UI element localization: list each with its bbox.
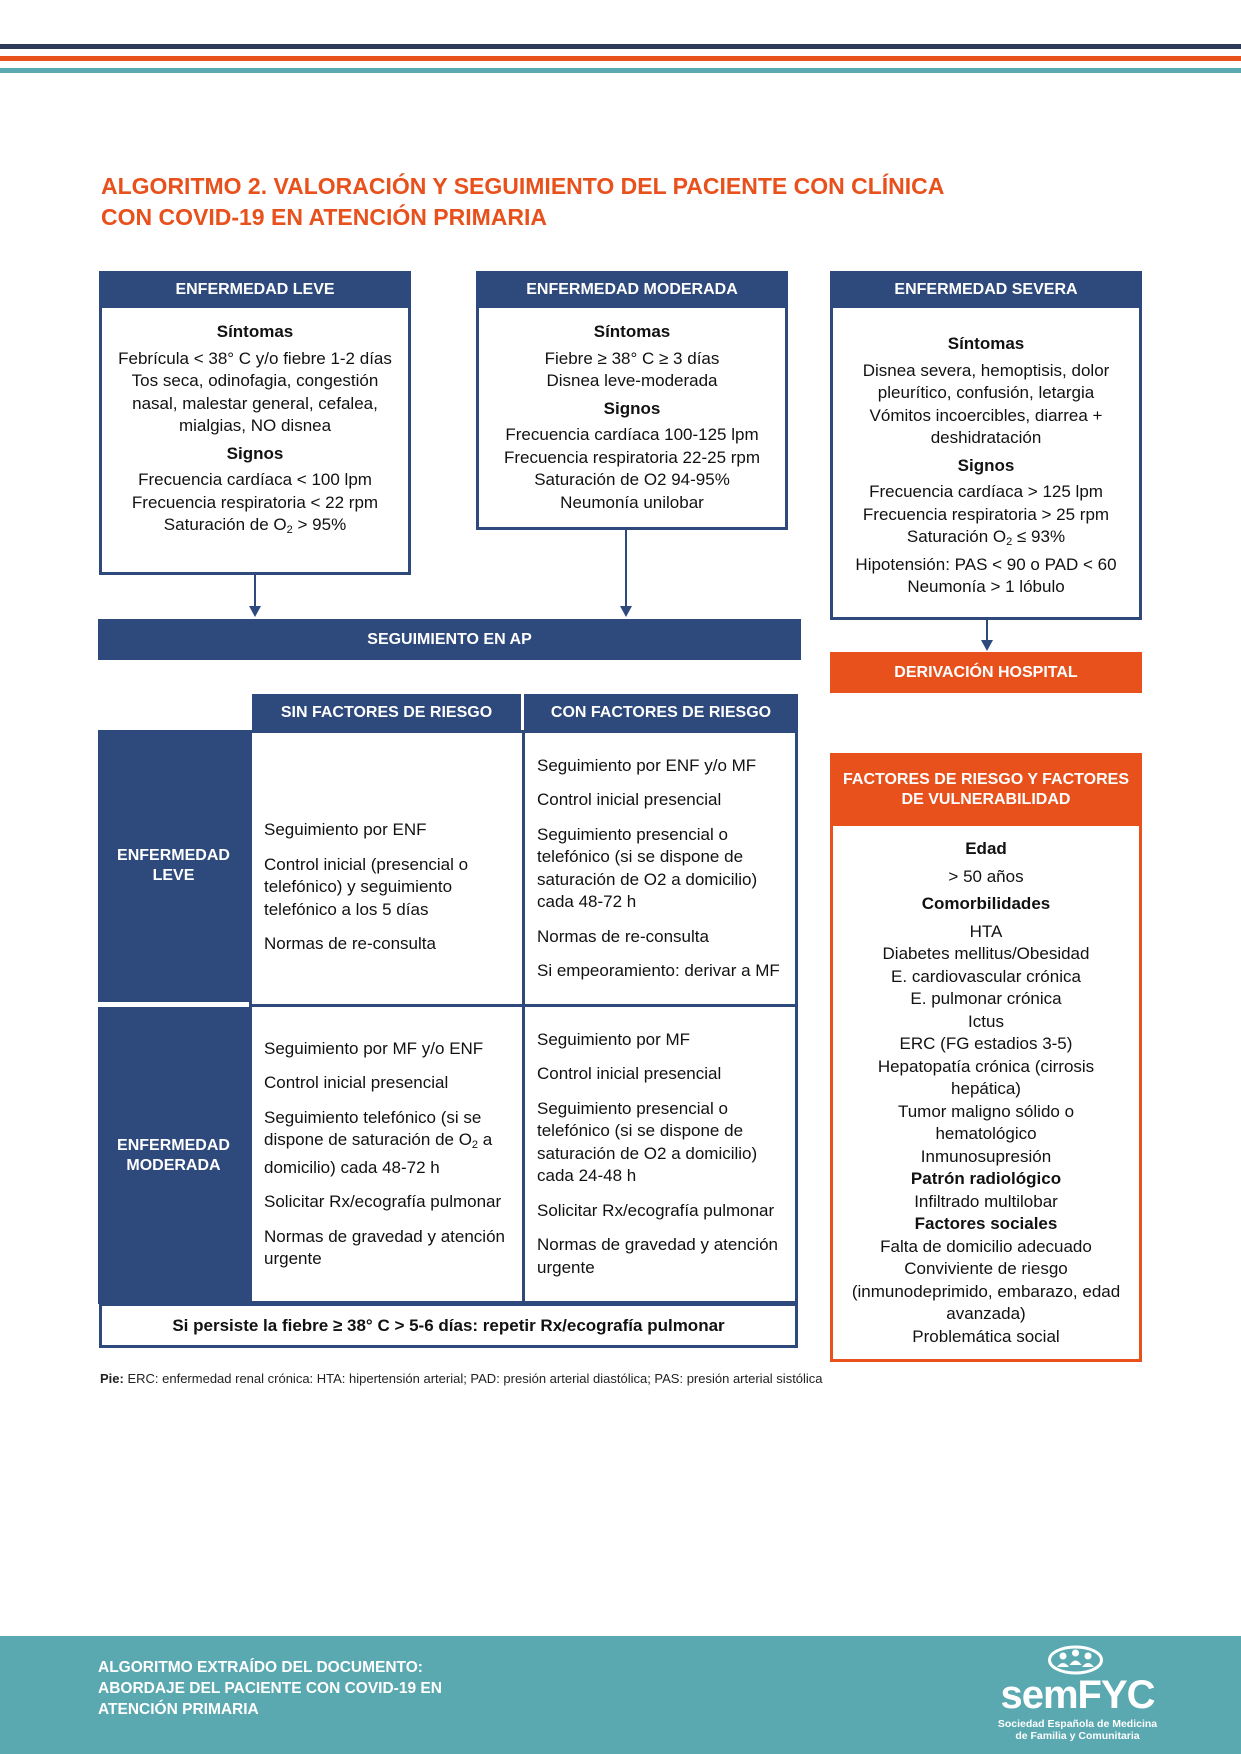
- col-sin-factores: SIN FACTORES DE RIESGO: [252, 694, 521, 732]
- leve-body: [102, 308, 408, 548]
- leve-sat-post: > 95%: [292, 515, 347, 534]
- risk-comorb-item: Inmunosupresión: [920, 1146, 1052, 1166]
- leve-signo: Frecuencia respiratoria < 22 rpm: [131, 492, 379, 512]
- severa-sintoma: Disnea severa, hemoptisis, dolor pleurítico, confusión, letargia: [862, 360, 1110, 402]
- severa-sintoma: Vómitos incoercibles, diarrea + deshidratación: [869, 405, 1103, 447]
- moderada-signo: Frecuencia respiratoria 22-25 rpm: [503, 447, 761, 467]
- footer-line: ALGORITMO EXTRAÍDO DEL DOCUMENTO:: [98, 1659, 423, 1676]
- leve-signos-label: Signos: [226, 443, 284, 463]
- row-leve-line-1: ENFERMEDAD: [117, 847, 230, 864]
- cell-item: Normas de gravedad y atención urgente: [537, 1235, 778, 1277]
- risk-comorb-item: E. cardiovascular crónica: [891, 966, 1081, 986]
- people-circle-icon: [1048, 1645, 1103, 1675]
- risk-edad-label: Edad: [965, 839, 1007, 858]
- cell-item: Control inicial presencial: [537, 790, 722, 809]
- risk-radio-label: Patrón radiológico: [910, 1169, 1062, 1188]
- severa-saturacion: [839, 526, 1133, 554]
- row-moderada-line-2: MODERADA: [126, 1156, 221, 1174]
- arrow-moderada-head: [620, 606, 632, 617]
- risk-comorb-item: HTA: [969, 921, 1003, 941]
- mod-sin-o2-sub: 2: [471, 1139, 479, 1151]
- row-enfermedad-moderada: [98, 1007, 249, 1304]
- leve-sat-sub: 2: [286, 524, 293, 536]
- cell-item: Seguimiento presencial o telefónico (si se dispone de saturación de O2 a domicilio) cada 24-48 h: [537, 1098, 758, 1186]
- arrow-severa-head: [981, 640, 993, 651]
- arrow-leve-head: [249, 606, 261, 617]
- top-stripe-navy: [0, 44, 1241, 49]
- risk-header: [830, 753, 1142, 826]
- severa-header: ENFERMEDAD SEVERA: [830, 271, 1142, 308]
- footer-line: ABORDAJE DEL PACIENTE CON COVID-19 EN: [98, 1680, 442, 1697]
- moderada-body: [479, 308, 785, 520]
- col-con-factores: CON FACTORES DE RIESGO: [524, 694, 798, 732]
- derivacion-hospital-bar: DERIVACIÓN HOSPITAL: [830, 652, 1142, 693]
- risk-body: [833, 838, 1139, 1348]
- footer-source-text: [98, 1657, 442, 1720]
- pie-label: Pie:: [100, 1371, 124, 1386]
- risk-radio-item: Infiltrado multilobar: [914, 1191, 1058, 1211]
- moderada-signo: Neumonía unilobar: [560, 492, 704, 512]
- moderada-signo: Saturación de O2 94-95%: [534, 470, 730, 489]
- logo-tagline: [985, 1718, 1170, 1742]
- leve-sat-pre: Saturación de O: [163, 515, 287, 534]
- severa-signo: Frecuencia cardíaca > 125 lpm: [869, 482, 1103, 501]
- severa-signo: Neumonía > 1 lóbulo: [907, 577, 1065, 596]
- cell-item: Seguimiento por MF y/o ENF: [264, 1038, 484, 1058]
- arrow-leve-line: [254, 575, 256, 608]
- severa-box: [830, 271, 1142, 620]
- pie-text: ERC: enfermedad renal crónica: HTA: hipertensión arterial; PAD: presión arterial diastólica; PAS: presión arterial sistólica: [123, 1371, 823, 1386]
- arrow-severa-line: [986, 620, 988, 642]
- moderada-box: [476, 271, 788, 530]
- logo-wordmark: semFYC: [1000, 1673, 1155, 1717]
- severa-sintomas-label: Síntomas: [947, 334, 1025, 353]
- cell-moderada-con: [522, 1004, 798, 1304]
- moderada-sintomas-label: Síntomas: [593, 322, 671, 341]
- cell-item: Si empeoramiento: derivar a MF: [537, 961, 780, 980]
- pie-footnote: [100, 1371, 823, 1386]
- cell-item: Control inicial (presencial o telefónico) y seguimiento telefónico a los 5 días: [264, 854, 469, 919]
- severa-signo: Frecuencia respiratoria > 25 rpm: [862, 504, 1110, 524]
- severa-sat-pre: Saturación O: [906, 527, 1007, 546]
- logo-tag-line: Sociedad Española de Medicina: [997, 1718, 1158, 1730]
- fiebre-note: Si persiste la fiebre ≥ 38° C > 5-6 días: repetir Rx/ecografía pulmonar: [99, 1303, 798, 1348]
- top-stripe-teal: [0, 68, 1241, 73]
- moderada-signos-label: Signos: [603, 398, 661, 418]
- severa-sat-sub: 2: [1006, 536, 1013, 548]
- moderada-header: ENFERMEDAD MODERADA: [476, 271, 788, 308]
- cell-item: Control inicial presencial: [264, 1073, 449, 1092]
- title-line-2: CON COVID-19 EN ATENCIÓN PRIMARIA: [101, 204, 547, 230]
- cell-item: Seguimiento presencial o telefónico (si se dispone de saturación de O2 a domicilio) cada 48-72 h: [537, 824, 758, 911]
- cell-item: Seguimiento por ENF: [264, 820, 427, 840]
- title-line-1: ALGORITMO 2. VALORACIÓN Y SEGUIMIENTO DEL PACIENTE CON CLÍNICA: [101, 173, 945, 199]
- cell-item: Solicitar Rx/ecografía pulmonar: [264, 1192, 502, 1211]
- leve-sintoma: Febrícula < 38° C y/o fiebre 1-2 días: [118, 348, 392, 368]
- cell-leve-sin: [249, 730, 525, 1007]
- severa-body: [833, 308, 1139, 605]
- arrow-moderada-line: [625, 530, 627, 608]
- moderada-sintoma: Disnea leve-moderada: [546, 371, 718, 390]
- footer-line: ATENCIÓN PRIMARIA: [98, 1701, 259, 1718]
- semfyc-logo: [985, 1645, 1170, 1745]
- cell-item: Seguimiento por ENF y/o MF: [537, 755, 757, 775]
- severa-signos-label: Signos: [957, 455, 1015, 475]
- risk-comorb-item: Ictus: [968, 1011, 1004, 1031]
- risk-header-line-2: DE VULNERABILIDAD: [901, 790, 1071, 808]
- page-title: [101, 171, 1061, 233]
- moderada-signo: Frecuencia cardíaca 100-125 lpm: [505, 425, 759, 444]
- leve-header: ENFERMEDAD LEVE: [99, 271, 411, 308]
- row-moderada-line-1: ENFERMEDAD: [117, 1136, 230, 1154]
- risk-comorb-item: Diabetes mellitus/Obesidad: [882, 944, 1090, 963]
- seguimiento-ap-bar: SEGUIMIENTO EN AP: [98, 619, 801, 660]
- row-leve-line-2: LEVE: [152, 867, 195, 884]
- cell-moderada-sin: [249, 1004, 525, 1304]
- risk-comorb-item: Tumor maligno sólido o hematológico: [897, 1101, 1075, 1143]
- leve-saturacion: [108, 514, 402, 542]
- risk-comorb-item: ERC (FG estadios 3-5): [899, 1034, 1073, 1053]
- risk-comorb-label: Comorbilidades: [921, 894, 1051, 913]
- leve-box: [99, 271, 411, 575]
- risk-edad: > 50 años: [948, 866, 1024, 886]
- moderada-sintoma: Fiebre ≥ 38° C ≥ 3 días: [544, 348, 720, 368]
- severa-sat-post: ≤ 93%: [1012, 527, 1066, 546]
- mod-sin-o2-pre: Seguimiento telefónico (si se dispone de saturación de O: [264, 1107, 482, 1149]
- leve-sintoma: Tos seca, odinofagia, congestión nasal, malestar general, cefalea, mialgias, NO disnea: [131, 371, 379, 435]
- cell-item: Solicitar Rx/ecografía pulmonar: [537, 1200, 775, 1220]
- risk-social-item: Falta de domicilio adecuado: [880, 1236, 1092, 1256]
- risk-social-item: Conviviente de riesgo (inmunodeprimido, embarazo, edad avanzada): [851, 1259, 1121, 1323]
- risk-header-line-1: FACTORES DE RIESGO Y FACTORES: [843, 770, 1129, 788]
- cell-item: Normas de re-consulta: [264, 934, 436, 954]
- risk-social-label: Factores sociales: [914, 1214, 1058, 1233]
- top-stripe-orange: [0, 56, 1241, 61]
- logo-tag-line: de Familia y Comunitaria: [1015, 1730, 1140, 1742]
- leve-sintomas-label: Síntomas: [216, 322, 294, 341]
- leve-signo: Frecuencia cardíaca < 100 lpm: [138, 470, 372, 489]
- risk-comorb-item: Hepatopatía crónica (cirrosis hepática): [877, 1056, 1095, 1098]
- cell-item-o2: [264, 1107, 512, 1180]
- cell-item: Normas de re-consulta: [537, 926, 709, 946]
- mod-sin-o2-post: a domicilio) cada 48-72 h: [264, 1130, 493, 1177]
- row-enfermedad-leve: [98, 730, 249, 1002]
- risk-social-item: Problemática social: [912, 1326, 1060, 1346]
- cell-item: Seguimiento por MF: [537, 1029, 691, 1049]
- severa-signo: Hipotensión: PAS < 90 o PAD < 60: [855, 554, 1117, 574]
- cell-leve-con: [522, 730, 798, 1007]
- risk-comorb-item: E. pulmonar crónica: [910, 989, 1062, 1008]
- cell-item: Normas de gravedad y atención urgente: [264, 1226, 505, 1268]
- risk-factors-box: [830, 753, 1142, 1362]
- cell-item: Control inicial presencial: [537, 1064, 722, 1084]
